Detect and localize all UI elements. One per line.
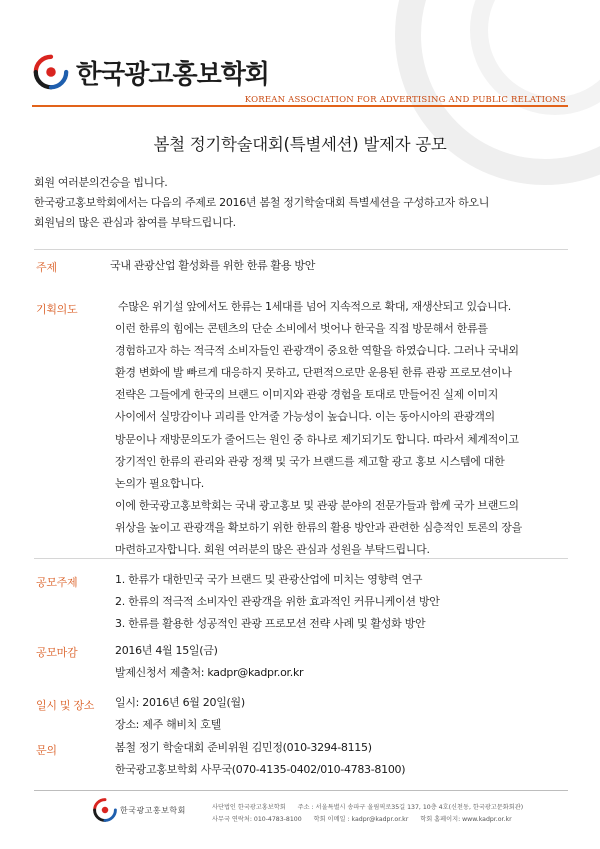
section-divider	[34, 558, 568, 559]
event-venue: 장소: 제주 해비치 호텔	[115, 718, 221, 731]
intro-line: 한국광고홍보학회에서는 다음의 주제로 2016년 봄철 정기학술대회 특별세션을 구성하고자 하오니	[34, 196, 490, 209]
subtopic-item: 3. 한류를 활용한 성공적인 관광 프로모션 전략 사례 및 활성화 방안	[115, 617, 426, 630]
topic-body	[110, 255, 570, 277]
purpose-line: 마련하고자합니다. 회원 여러분의 많은 관심과 성원을 부탁드립니다.	[115, 543, 430, 557]
header-divider	[32, 105, 568, 107]
subtopic-item: 2. 한류의 적극적 소비자인 관광객을 위한 효과적인 커뮤니케이션 방안	[115, 595, 440, 608]
purpose-line: 위상을 높이고 관광객을 확보하기 위한 한류의 활용 방안과 관련한 심층적인 토론의 장을	[115, 520, 522, 534]
footer-email[interactable]: 학회 이메일 : kadpr@kadpr.or.kr	[313, 816, 409, 823]
purpose-line: 경험하고자 하는 적극적 소비자들인 관광객이 중요한 역할을 하였습니다. 그러나 국내외	[115, 344, 519, 358]
footer-divider	[34, 790, 568, 791]
purpose-body	[115, 296, 570, 561]
purpose-line: 이런 한류의 힘에는 콘텐츠의 단순 소비에서 벗어나 한국을 직접 방문해서 한류를	[115, 322, 488, 336]
footer-info	[212, 802, 533, 826]
schedule-label: 일시 및 장소	[36, 699, 95, 712]
footer-address: 주소 : 서울특별시 송파구 올림픽로35길 137, 10층 4호(신천동, 한국광고문화회관)	[297, 804, 524, 811]
topic-text: 국내 관광산업 활성화를 위한 한류 활용 방안	[110, 259, 316, 272]
subtopics-body	[115, 569, 575, 635]
kadpr-logo-icon	[92, 797, 118, 823]
deadline-date: 2016년 4월 15일(금)	[115, 644, 218, 657]
topic-label: 주제	[36, 261, 57, 274]
deadline-body	[115, 640, 575, 684]
purpose-line: 전략은 그들에게 한국의 브랜드 이미지와 관광 경험을 토대로 만들어진 실제 이미지	[115, 388, 499, 402]
deadline-label: 공모마감	[36, 646, 78, 659]
intro-line: 회원님의 많은 관심과 참여를 부탁드립니다.	[34, 216, 236, 229]
contact-label: 문의	[36, 744, 57, 757]
submission-email: 발제신청서 제출처: kadpr@kadpr.or.kr	[115, 666, 304, 679]
section-divider	[34, 249, 568, 250]
purpose-line: 환경 변화에 발 빠르게 대응하지 못하고, 단편적으로만 운용된 한류 관광 프로모션이나	[115, 366, 512, 380]
contact-line: 봄철 정기 학술대회 준비위원 김민정(010-3294-8115)	[115, 741, 372, 754]
purpose-line: 장기적인 한류의 관리와 관광 정책 및 국가 브랜드를 제고할 광고 홍보 시스템에 대한	[115, 454, 505, 468]
org-english-name: KOREAN ASSOCIATION FOR ADVERTISING AND PUBLIC RELATIONS	[244, 95, 566, 105]
schedule-body	[115, 692, 575, 736]
footer-homepage[interactable]: 학회 홈페이지: www.kadpr.or.kr	[420, 816, 512, 823]
contact-line: 한국광고홍보학회 사무국(070-4135-0402/010-4783-8100)	[115, 763, 406, 776]
subtopic-item: 1. 한류가 대한민국 국가 브랜드 및 관광산업에 미치는 영향력 연구	[115, 573, 423, 586]
purpose-line: 논의가 필요합니다.	[115, 476, 205, 490]
footer-org: 사단법인 한국광고홍보학회	[212, 804, 286, 811]
purpose-label: 기획의도	[36, 303, 78, 316]
purpose-line: 사이에서 실망감이나 괴리를 안겨줄 가능성이 높습니다. 이는 동아시아의 관광객의	[115, 410, 495, 424]
kadpr-logo-icon	[32, 53, 70, 91]
footer-logo	[92, 797, 186, 823]
intro-paragraph	[34, 173, 574, 233]
header	[32, 50, 269, 94]
contact-body	[115, 737, 575, 781]
purpose-line: 방문이나 재방문의도가 줄어드는 원인 중 하나로 제기되기도 합니다. 따라서 체계적이고	[115, 432, 519, 446]
event-date: 일시: 2016년 6월 20일(월)	[115, 696, 245, 709]
footer-phone: 사무국 연락처: 010-4783-8100	[212, 816, 302, 823]
purpose-line: 이에 한국광고홍보학회는 국내 광고홍보 및 관광 분야의 전문가들과 함께 국가 브랜드의	[115, 498, 519, 512]
page-title: 봄철 정기학술대회(특별세션) 발제자 공모	[153, 135, 447, 154]
purpose-line: 수많은 위기설 앞에서도 한류는 1세대를 넘어 지속적으로 확대, 재생산되고 있습니다.	[118, 300, 511, 313]
subtopics-label: 공모주제	[36, 576, 78, 589]
intro-line: 회원 여러분의건승을 빕니다.	[34, 176, 168, 189]
org-name: 한국광고홍보학회	[76, 59, 269, 90]
footer-logo-text: 한국광고홍보학회	[120, 805, 186, 815]
